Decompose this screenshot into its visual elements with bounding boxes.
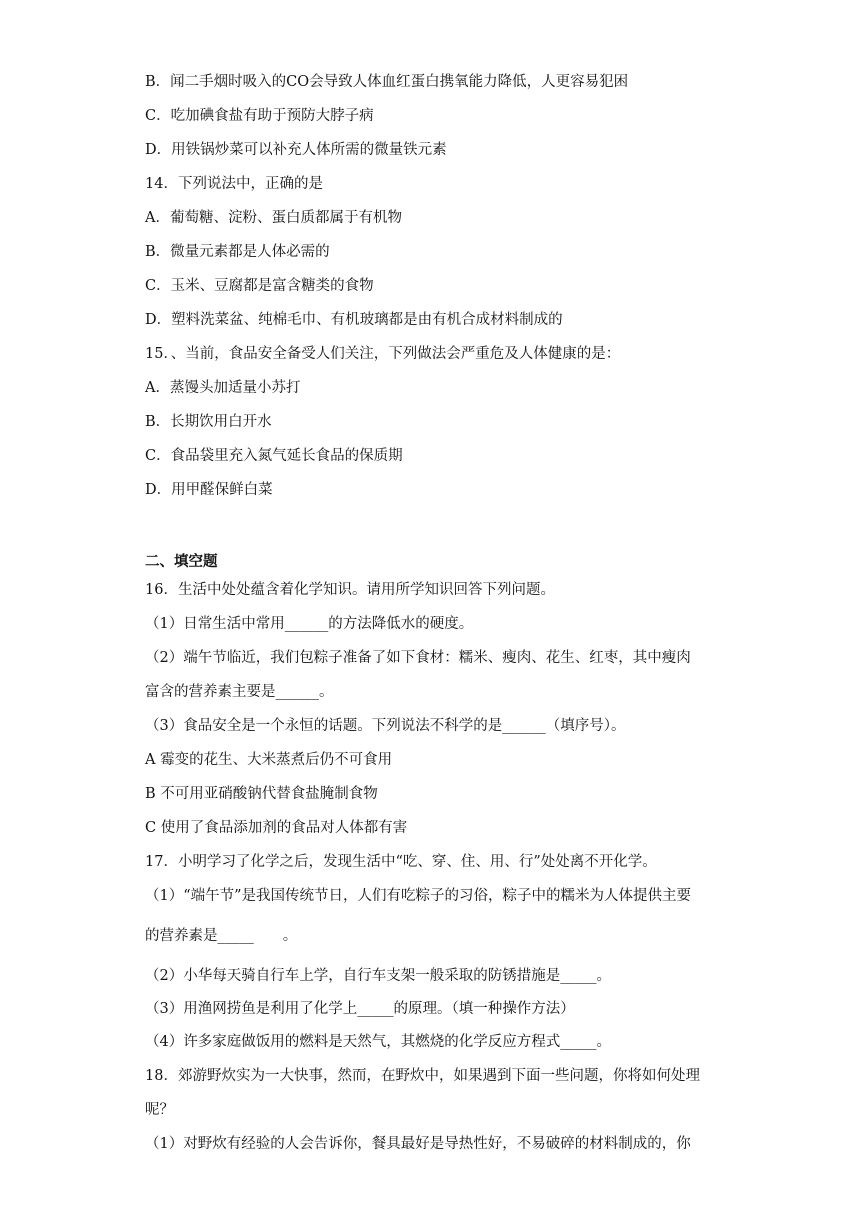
q16-part2-line2: 富含的营养素主要是______。 [145,684,334,700]
q17-part1-line2: 的营养素是_____ 。 [145,928,298,944]
q14-option-b: B．微量元素都是人体必需的 [145,244,330,260]
section-title: 二、填空题 [145,554,218,570]
q15-stem: 15．、当前，食品安全备受人们关注，下列做法会严重危及人体健康的是： [145,346,621,362]
q15-option-d: D．用甲醛保鲜白菜 [145,482,273,498]
q17-stem: 17．小明学习了化学之后，发现生活中“吃、穿、住、用、行”处处离不开化学。 [145,854,657,870]
q14-option-c: C．玉米、豆腐都是富含糖类的食物 [145,278,374,294]
q16-option-b: B 不可用亚硝酸钠代替食盐腌制食物 [145,786,378,802]
q13-option-d: D．用铁锅炒菜可以补充人体所需的微量铁元素 [145,142,447,158]
q15-option-c: C．食品袋里充入氮气延长食品的保质期 [145,448,403,464]
q18-stem-line1: 18．郊游野炊实为一大快事，然而，在野炊中，如果遇到下面一些问题，你将如何处理 [145,1068,700,1084]
q14-option-d: D．塑料洗菜盆、纯棉毛巾、有机玻璃都是由有机合成材料制成的 [145,312,563,328]
q15-option-a: A．蒸馒头加适量小苏打 [145,380,301,396]
q13-option-c: C．吃加碘食盐有助于预防大脖子病 [145,108,374,124]
q17-part2: （2）小华每天骑自行车上学，自行车支架一般采取的防锈措施是_____。 [145,968,611,984]
q16-part1: （1）日常生活中常用______的方法降低水的硬度。 [145,616,474,632]
q13-option-b: B．闻二手烟时吸入的CO会导致人体血红蛋白携氧能力降低，人更容易犯困 [145,74,629,90]
q18-part1: （1）对野炊有经验的人会告诉你，餐具最好是导热性好，不易破碎的材料制成的，你 [145,1136,691,1152]
q17-part3: （3）用渔网捞鱼是利用了化学上_____的原理。（填一种操作方法） [145,1001,575,1017]
q14-stem: 14．下列说法中，正确的是 [145,176,323,192]
q17-part4: （4）许多家庭做饭用的燃料是天然气，其燃烧的化学反应方程式_____。 [145,1034,611,1050]
q16-part2-line1: （2）端午节临近，我们包粽子准备了如下食材：糯米、瘦肉、花生、红枣，其中瘦肉 [145,650,691,666]
q16-stem: 16．生活中处处蕴含着化学知识。请用所学知识回答下列问题。 [145,582,555,598]
q14-option-a: A．葡萄糖、淀粉、蛋白质都属于有机物 [145,210,402,226]
q17-part1-line1: （1）“端午节”是我国传统节日，人们有吃粽子的习俗，粽子中的糯米为人体提供主要 [145,888,692,904]
q16-part3: （3）食品安全是一个永恒的话题。下列说法不科学的是______（填序号）。 [145,718,626,734]
q18-stem-line2: 呢？ [145,1102,174,1118]
q15-option-b: B．长期饮用白开水 [145,414,272,430]
q16-option-c: C 使用了食品添加剂的食品对人体都有害 [145,820,408,836]
q16-option-a: A 霉变的花生、大米蒸煮后仍不可食用 [145,752,393,768]
